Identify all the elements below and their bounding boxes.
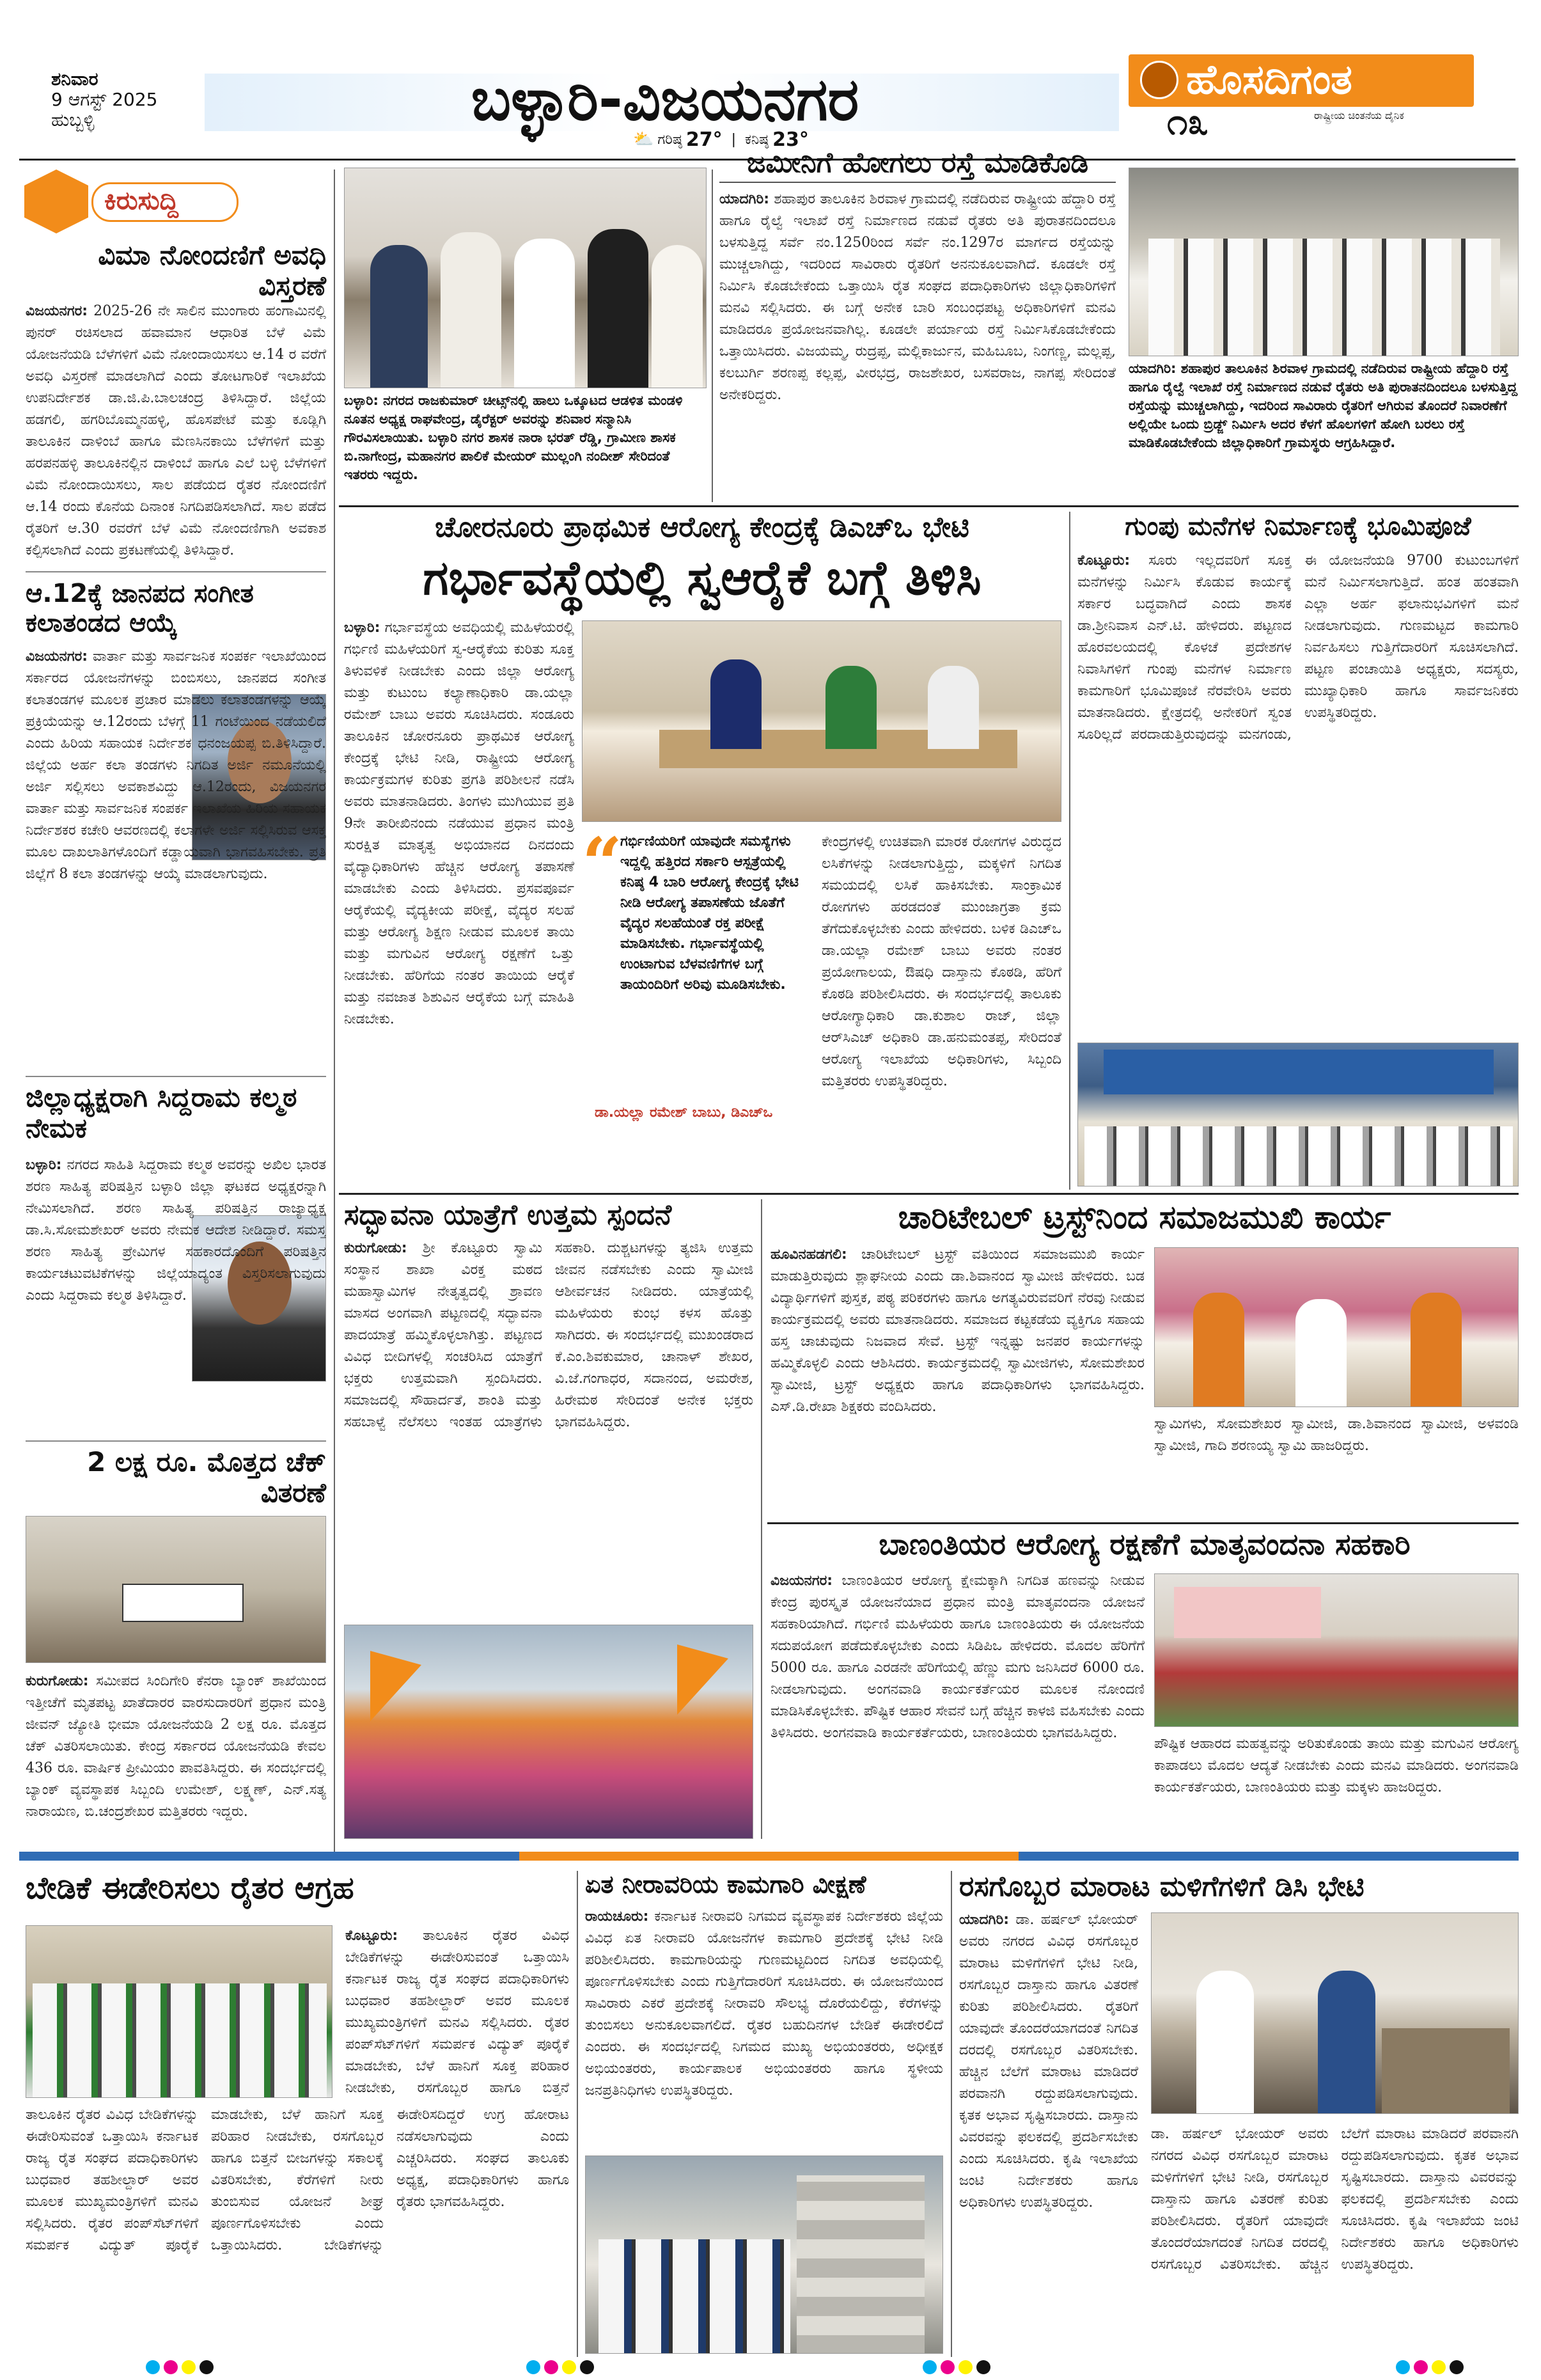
vima-dateline: ವಿಜಯನಗರ: [26, 303, 88, 319]
lead-body-1: ಗರ್ಭಾವಸ್ಥೆಯ ಅವಧಿಯಲ್ಲಿ ಮಹಿಳೆಯರಲ್ಲಿ ಗರ್ಭಿಣಿ ಮಹಿಳೆಯರಿಗೆ ಸ್ವ-ಆರೈಕೆಯ ಕುರಿತು ಸೂಕ್ತ ತಿಳುವಳಿಕೆ ನೀಡಬೇಕು ಎಂದು ಜಿಲ್ಲಾ ಆರೋಗ್ಯ ಮತ್ತು ಕುಟುಂಬ ಕಲ್ಯಾಣಾಧಿಕಾರಿ ಡಾ.ಯಲ್ಲಾ ರಮೇಶ್ ಬಾಬು ಅವರು ಸೂಚಿಸಿದರು. ಸಂಡೂರು ತಾಲೂಕಿನ ಚೋರನೂರು ಪ್ರಾಥಮಿಕ ಆರೋಗ್ಯ ಕೇಂದ್ರಕ್ಕೆ ಭೇಟಿ ನೀಡಿ, ರಾಷ್ಟ್ರೀಯ ಆರೋಗ್ಯ ಕಾರ್ಯಕ್ರಮಗಳ ಕುರಿತು ಪ್ರಗತಿ ಪರಿಶೀಲನೆ ನಡೆಸಿ ಅವರು ಮಾತನಾಡಿದರು. ತಿಂಗಳು ಮುಗಿಯುವ ಪ್ರತಿ 9ನೇ ತಾರೀಖಿನಂದು ನಡೆಯುವ ಪ್ರಧಾನ ಮಂತ್ರಿ ಸುರಕ್ಷಿತ ಮಾತೃತ್ವ ಅಭಿಯಾನದ ದಿನದಂದು ವೈದ್ಯಾಧಿಕಾರಿಗಳು ಹೆಚ್ಚಿನ ಆರೋಗ್ಯ ತಪಾಸಣೆ ಮಾಡಬೇಕು ಎಂದು ತಿಳಿಸಿದರು. ಪ್ರಸವಪೂರ್ವ ಆರೈಕೆಯಲ್ಲಿ ವೈದ್ಯಕೀಯ ಪರೀಕ್ಷೆ, ವೈದ್ಯರ ಸಲಹೆ ಮತ್ತು ಆರೋಗ್ಯ ಶಿಕ್ಷಣ ನೀಡುವ ಮೂಲಕ ತಾಯಿ ಮತ್ತು ಮಗುವಿನ ಆರೋಗ್ಯ ರಕ್ಷಣೆಗೆ ಒತ್ತು ನೀಡಬೇಕು. ಹೆರಿಗೆಯ ನಂತರ ತಾಯಿಯ ಆರೈಕೆ ಮತ್ತು ನವಜಾತ ಶಿಶುವಿನ ಆರೈಕೆಯ ಬಗ್ಗೆ ಮಾಹಿತಿ ನೀಡಬೇಕು. [344, 620, 574, 1027]
temp-max-label: ಗರಿಷ್ಠ [657, 131, 682, 148]
column-rule [951, 1871, 952, 2357]
rasagobbara-headline: ರಸಗೊಬ್ಬರ ಮಾರಾಟ ಮಳಿಗೆಗಳಿಗೆ ಡಿಸಿ ಭೇಟಿ [959, 1870, 1365, 1903]
gumpu-body: ಸೂರು ಇಲ್ಲದವರಿಗೆ ಸೂಕ್ತ ಮನೆಗಳನ್ನು ನಿರ್ಮಿಸಿ ಕೊಡುವ ಕಾರ್ಯಕ್ಕೆ ಸರ್ಕಾರ ಬದ್ಧವಾಗಿದೆ ಎಂದು ಶಾಸಕ ಡಾ.ಶ್ರೀನಿವಾಸ ಎನ್.ಟಿ. ಹೇಳಿದರು. ಪಟ್ಟಣದ ಹೊರವಲಯದಲ್ಲಿ ಕೊಳಚೆ ಪ್ರದೇಶಗಳ ನಿವಾಸಿಗಳಿಗೆ ಗುಂಪು ಮನೆಗಳ ನಿರ್ಮಾಣ ಕಾಮಗಾರಿಗೆ ಭೂಮಿಪೂಜೆ ನೆರವೇರಿಸಿ ಅವರು ಮಾತನಾಡಿದರು. ಕ್ಷೇತ್ರದಲ್ಲಿ ಅನೇಕರಿಗೆ ಸ್ವಂತ ಸೂರಿಲ್ಲದೆ ಪರದಾಡುತ್ತಿರುವುದನ್ನು ಮನಗಂಡು, ಈ ಯೋಜನೆಯಡಿ 9700 ಕುಟುಂಬಗಳಿಗೆ ಮನೆ ನಿರ್ಮಿಸಲಾಗುತ್ತಿದೆ. ಹಂತ ಹಂತವಾಗಿ ಎಲ್ಲಾ ಅರ್ಹ ಫಲಾನುಭವಿಗಳಿಗೆ ಮನೆ ನೀಡಲಾಗುವುದು. ಗುಣಮಟ್ಟದ ಕಾಮಗಾರಿ ನಿರ್ವಹಿಸಲು ಗುತ್ತಿಗೆದಾರರಿಗೆ ಸೂಚಿಸಲಾಗಿದೆ. ಪಟ್ಟಣ ಪಂಚಾಯಿತಿ ಅಧ್ಯಕ್ಷರು, ಸದಸ್ಯರು, ಮುಖ್ಯಾಧಿಕಾರಿ ಹಾಗೂ ಸಾರ್ವಜನಿಕರು ಉಪಸ್ಥಿತರಿದ್ದರು. [1077, 553, 1519, 743]
logo-emblem-icon [1140, 61, 1178, 99]
jilladhyaksha-headline: ಜಿಲ್ಲಾಧ್ಯಕ್ಷರಾಗಿ ಸಿದ್ದರಾಮ ಕಲ್ಮಠ ನೇಮಕ [26, 1082, 297, 1144]
janapada-body: ವಾರ್ತಾ ಮತ್ತು ಸಾರ್ವಜನಿಕ ಸಂಪರ್ಕ ಇಲಾಖೆಯಿಂದ ಸರ್ಕಾರದ ಯೋಜನೆಗಳನ್ನು ಬಿಂಬಿಸಲು, ಜಾನಪದ ಸಂಗೀತ ಕಲಾತಂಡಗಳ ಮೂಲಕ ಪ್ರಚಾರ ಮಾಡಲು ಕಲಾತಂಡಗಳನ್ನು ಆಯ್ಕೆ ಪ್ರಕ್ರಿಯೆಯನ್ನು ಆ.12ರಂದು ಬೆಳಗ್ಗೆ 11 ಗಂಟೆಯಿಂದ ನಡೆಯಲಿದೆ ಎಂದು ಹಿರಿಯ ಸಹಾಯಕ ನಿರ್ದೇಶಕ ಧನಂಜಯಪ್ಪ ಬಿ.ತಿಳಿಸಿದ್ದಾರೆ. ಜಿಲ್ಲೆಯ ಅರ್ಹ ಕಲಾ ತಂಡಗಳು ನಿಗದಿತ ಅರ್ಜಿ ನಮೂನೆಯಲ್ಲಿ ಅರ್ಜಿ ಸಲ್ಲಿಸಲು ಅವಕಾಶವಿದ್ದು ಆ.12ರಂದು, ವಿಜಯನಗರ ವಾರ್ತಾ ಮತ್ತು ಸಾರ್ವಜನಿಕ ಸಂಪರ್ಕ ಇಲಾಖೆಯ ಹಿರಿಯ ಸಹಾಯಕ ನಿರ್ದೇಶಕರ ಕಚೇರಿ ಆವರಣದಲ್ಲಿ ಕಲಾಗಳೇ ಅರ್ಜಿ ಸಲ್ಲಿಸಿರುವ ಆಸಕ್ತ ಮೂಲ ದಾಖಲಾತಿಗಳೊಂದಿಗೆ ಕಡ್ಡಾಯವಾಗಿ ಭಾಗವಹಿಸಬೇಕು. ಪ್ರತಿ ಜಿಲ್ಲೆಗೆ 8 ಕಲಾ ತಂಡಗಳನ್ನು ಆಯ್ಕೆ ಮಾಡಲಾಗುವುದು. [26, 649, 326, 882]
sadbhavana-dateline: ಕುರುಗೋಡು: [344, 1240, 407, 1256]
lead-article-col1 [344, 617, 574, 1180]
dairy-photo-caption: ಬಳ್ಳಾರಿ: ನಗರದ ರಾಜಕುಮಾರ್ ಚೀಟ್ಸ್‌ನಲ್ಲಿ ಹಾಲು ಒಕ್ಕೂಟದ ಆಡಳಿತ ಮಂಡಳಿ ನೂತನ ಅಧ್ಯಕ್ಷ ರಾಘವೇಂದ್ರ, ಡೈರೆಕ್ಟರ್ ಅವರನ್ನು ಶನಿವಾರ ಸನ್ಮಾನಿಸಿ ಗೌರವಿಸಲಾಯಿತು. ಬಳ್ಳಾರಿ ನಗರ ಶಾಸಕ ನಾರಾ ಭರತ್ ರೆಡ್ಡಿ, ಗ್ರಾಮೀಣ ಶಾಸಕ ಬಿ.ನಾಗೇಂದ್ರ, ಮಹಾನಗರ ಪಾಲಿಕೆ ಮೇಯರ್ ಮುಲ್ಲಂಗಿ ನಂದೀಶ್ ಸೇರಿದಂತೆ ಇತರರು ಇದ್ದರು. [344, 393, 683, 482]
column-rule [761, 1199, 762, 1839]
jilladhyaksha-dateline: ಬಳ್ಳಾರಿ: [26, 1157, 62, 1173]
eta-body: ಕರ್ನಾಟಕ ನೀರಾವರಿ ನಿಗಮದ ವ್ಯವಸ್ಥಾಪಕ ನಿರ್ದೇಶಕರು ಜಿಲ್ಲೆಯ ವಿವಿಧ ಏತ ನೀರಾವರಿ ಯೋಜನೆಗಳ ಕಾಮಗಾರಿ ಪ್ರದೇಶಕ್ಕೆ ಭೇಟಿ ನೀಡಿ ಪರಿಶೀಲಿಸಿದರು. ಕಾಮಗಾರಿಯನ್ನು ಗುಣಮಟ್ಟದಿಂದ ನಿಗದಿತ ಅವಧಿಯಲ್ಲಿ ಪೂರ್ಣಗೊಳಿಸಬೇಕು ಎಂದು ಗುತ್ತಿಗೆದಾರರಿಗೆ ಸೂಚಿಸಿದರು. ಈ ಯೋಜನೆಯಿಂದ ಸಾವಿರಾರು ಎಕರೆ ಪ್ರದೇಶಕ್ಕೆ ನೀರಾವರಿ ಸೌಲಭ್ಯ ದೊರೆಯಲಿದ್ದು, ಕೆರೆಗಳನ್ನು ತುಂಬಿಸಲು ಅನುಕೂಲವಾಗಲಿದೆ. ರೈತರ ಬಹುದಿನಗಳ ಬೇಡಿಕೆ ಈಡೇರಲಿದೆ ಎಂದರು. ಈ ಸಂದರ್ಭದಲ್ಲಿ ನಿಗಮದ ಮುಖ್ಯ ಅಭಿಯಂತರರು, ಅಧೀಕ್ಷಕ ಅಭಿಯಂತರರು, ಕಾರ್ಯಪಾಲಕ ಅಭಿಯಂತರರು ಹಾಗೂ ಸ್ಥಳೀಯ ಜನಪ್ರತಿನಿಧಿಗಳು ಉಪಸ್ಥಿತರಿದ್ದರು. [585, 1909, 943, 2099]
paper-name: ಹೊಸದಿಗಂತ [1186, 56, 1352, 104]
flag [370, 1651, 421, 1721]
jamin-dateline: ಯಾದಗಿರಿ: [719, 191, 769, 207]
paper-logo [1129, 54, 1474, 143]
bedike-article-b [26, 2104, 569, 2354]
dateline-block [51, 69, 198, 130]
cmyk-marks [144, 2360, 215, 2377]
stage-banner [1104, 1050, 1494, 1094]
figure [370, 245, 428, 388]
charitable-dateline: ಹೂವಿನಹಡಗಲಿ: [770, 1247, 847, 1263]
banantiyara-article [770, 1570, 1145, 1839]
weather-divider: | [731, 131, 737, 148]
section-rule [339, 1193, 1519, 1195]
dairy-felicitation-photo [344, 168, 707, 388]
issue-date: 9 ಆಗಸ್ಟ್ 2025 [51, 89, 158, 110]
crowd [33, 1983, 327, 2098]
band-orange [519, 1852, 1019, 1861]
divider [26, 1440, 326, 1442]
lead-dateline: ಬಳ್ಳಾರಿ: [344, 620, 380, 636]
column-rule [334, 169, 335, 1852]
rasagobbara-article-b [1151, 2124, 1519, 2354]
bedike-body-continued: ತಾಲೂಕಿನ ರೈತರ ವಿವಿಧ ಬೇಡಿಕೆಗಳನ್ನು ಈಡೇರಿಸುವಂತೆ ಒತ್ತಾಯಿಸಿ ಕರ್ನಾಟಕ ರಾಜ್ಯ ರೈತ ಸಂಘದ ಪದಾಧಿಕಾರಿಗಳು ಬುಧವಾರ ತಹಶೀಲ್ದಾರ್ ಅವರ ಮೂಲಕ ಮುಖ್ಯಮಂತ್ರಿಗಳಿಗೆ ಮನವಿ ಸಲ್ಲಿಸಿದರು. ರೈತರ ಪಂಪ್‌ಸೆಟ್‌ಗಳಿಗೆ ಸಮರ್ಪಕ ವಿದ್ಯುತ್ ಪೂರೈಕೆ ಮಾಡಬೇಕು, ಬೆಳೆ ಹಾನಿಗೆ ಸೂಕ್ತ ಪರಿಹಾರ ನೀಡಬೇಕು, ರಸಗೊಬ್ಬರ ಹಾಗೂ ಬಿತ್ತನೆ ಬೀಜಗಳನ್ನು ಸಕಾಲಕ್ಕೆ ವಿತರಿಸಬೇಕು, ಕೆರೆಗಳಿಗೆ ನೀರು ತುಂಬಿಸುವ ಯೋಜನೆ ಶೀಘ್ರ ಪೂರ್ಣಗೊಳಿಸಬೇಕು ಎಂದು ಒತ್ತಾಯಿಸಿದರು. ಬೇಡಿಕೆಗಳನ್ನು ಈಡೇರಿಸದಿದ್ದರೆ ಉಗ್ರ ಹೋರಾಟ ನಡೆಸಲಾಗುವುದು ಎಂದು ಎಚ್ಚರಿಸಿದರು. ಸಂಘದ ತಾಲೂಕು ಅಧ್ಯಕ್ಷ, ಪದಾಧಿಕಾರಿಗಳು ಹಾಗೂ ರೈತರು ಭಾಗವಹಿಸಿದ್ದರು. [26, 2107, 569, 2253]
jamin-article [719, 189, 1116, 502]
cheque-body: ಸಮೀಪದ ಸಿಂದಿಗೇರಿ ಕೆನರಾ ಬ್ಯಾಂಕ್ ಶಾಖೆಯಿಂದ ಇತ್ತೀಚೆಗೆ ಮೃತಪಟ್ಟ ಖಾತೆದಾರರ ವಾರಸುದಾರರಿಗೆ ಪ್ರಧಾನ ಮಂತ್ರಿ ಜೀವನ್ ಜ್ಯೋತಿ ಭೀಮಾ ಯೋಜನೆಯಡಿ 2 ಲಕ್ಷ ರೂ. ಮೊತ್ತದ ಚೆಕ್ ವಿತರಿಸಲಾಯಿತು. ಕೇಂದ್ರ ಸರ್ಕಾರದ ಯೋಜನೆಯಡಿ ಕೇವಲ 436 ರೂ. ವಾರ್ಷಿಕ ಪ್ರೀಮಿಯಂ ಪಾವತಿಸಿದ್ದರು. ಈ ಸಂದರ್ಭದಲ್ಲಿ ಬ್ಯಾಂಕ್ ವ್ಯವಸ್ಥಾಪಕ ಸಿಬ್ಬಂದಿ ಉಮೇಶ್, ಲಕ್ಷ್ಮಣ್, ಎನ್.ಸತ್ಯ ನಾರಾಯಣ, ಬಿ.ಚಂದ್ರಶೇಖರ ಮತ್ತಿತರರು ಇದ್ದರು. [26, 1673, 326, 1820]
bedike-article-a [345, 1925, 569, 2098]
lead-pullquote [582, 822, 812, 1170]
raitha-photo [26, 1925, 332, 2098]
flag [677, 1644, 728, 1715]
charitable-caption: ಸ್ವಾಮಿಗಳು, ಸೋಮಶೇಖರ ಸ್ವಾಮೀಜಿ, ಡಾ.ಶಿವಾನಂದ ಸ್ವಾಮೀಜಿ, ಅಳವಂಡಿ ಸ್ವಾಮೀಜಿ, ಗಾದಿ ಶರಣಯ್ಯ ಸ್ವಾಮಿ ಹಾಜರಿದ್ದರು. [1154, 1416, 1519, 1454]
eta-headline: ಏತ ನೀರಾವರಿಯ ಕಾಮಗಾರಿ ವೀಕ್ಷಣೆ [585, 1870, 866, 1898]
lead-body-2: ಕೇಂದ್ರಗಳಲ್ಲಿ ಉಚಿತವಾಗಿ ಮಾರಕ ರೋಗಗಳ ವಿರುದ್ಧದ ಲಸಿಕೆಗಳನ್ನು ನೀಡಲಾಗುತ್ತಿದ್ದು, ಮಕ್ಕಳಿಗೆ ನಿಗದಿತ ಸಮಯದಲ್ಲಿ ಲಸಿಕೆ ಹಾಕಿಸಬೇಕು. ಸಾಂಕ್ರಾಮಿಕ ರೋಗಗಳು ಹರಡದಂತೆ ಮುಂಜಾಗ್ರತಾ ಕ್ರಮ ತೆಗೆದುಕೊಳ್ಳಬೇಕು ಎಂದು ಹೇಳಿದರು. ಬಳಿಕ ಡಿಎಚ್ಒ ಡಾ.ಯಲ್ಲಾ ರಮೇಶ್ ಬಾಬು ಅವರು ನಂತರ ಪ್ರಯೋಗಾಲಯ, ಔಷಧಿ ದಾಸ್ತಾನು ಕೊಠಡಿ, ಹೆರಿಗೆ ಕೊಠಡಿ ಪರಿಶೀಲಿಸಿದರು. ಈ ಸಂದರ್ಭದಲ್ಲಿ ತಾಲೂಕು ಆರೋಗ್ಯಾಧಿಕಾರಿ ಡಾ.ಕುಶಾಲ ರಾಜ್, ಜಿಲ್ಲಾ ಆರ್‌ಸಿಎಚ್ ಅಧಿಕಾರಿ ಡಾ.ಹನುಮಂತಪ್ಪ, ಸೇರಿದಂತೆ ಆರೋಗ್ಯ ಇಲಾಖೆಯ ಅಧಿಕಾರಿಗಳು, ಸಿಬ್ಬಂದಿ ಮತ್ತಿತರರು ಉಪಸ್ಥಿತರಿದ್ದರು. [822, 834, 1061, 1089]
crowd [1148, 239, 1500, 356]
gumpu-dateline: ಕೊಟ್ಟೂರು: [1077, 553, 1130, 569]
temp-min-label: ಕನಿಷ್ಠ [745, 131, 769, 148]
paper-tagline: ರಾಷ್ಟ್ರೀಯ ಚಿಂತನೆಯ ದೈನಿಕ [1314, 109, 1404, 122]
lead-kicker: ಚೋರನೂರು ಪ್ರಾಥಮಿಕ ಆರೋಗ್ಯ ಕೇಂದ್ರಕ್ಕೆ ಡಿಎಚ್ಒ ಭೇಟಿ [435, 511, 969, 544]
issue-city: ಹುಬ್ಬಳ್ಳಿ [51, 109, 95, 130]
bedike-headline: ಬೇಡಿಕೆ ಈಡೇರಿಸಲು ರೈತರ ಆಗ್ರಹ [26, 1870, 354, 1906]
charitable-article [770, 1244, 1145, 1513]
registration-marks [0, 2360, 1541, 2379]
cheque-headline: 2 ಲಕ್ಷ ರೂ. ಮೊತ್ತದ ಚೆಕ್ ವಿತರಣೆ [87, 1446, 326, 1509]
color-band [19, 1852, 1519, 1861]
figure [514, 239, 575, 388]
janapada-dateline: ವಿಜಯನಗರ: [26, 649, 88, 665]
janapada-article [26, 646, 326, 1068]
charitable-photo [1154, 1247, 1519, 1407]
counter [1382, 2028, 1510, 2114]
banantiyara-headline: ಬಾಣಂತಿಯರ ಆರೋಗ್ಯ ರಕ್ಷಣೆಗೆ ಮಾತೃವಂದನಾ ಸಹಕಾರಿ [879, 1527, 1411, 1561]
vima-body: 2025-26 ನೇ ಸಾಲಿನ ಮುಂಗಾರು ಹಂಗಾಮಿನಲ್ಲಿ ಪುನರ್ ರಚಿಸಲಾದ ಹವಾಮಾನ ಆಧಾರಿತ ಬೆಳೆ ವಿಮೆ ಯೋಜನೆಯಡಿ ಬೆಳೆಗಳಿಗೆ ವಿಮೆ ನೋಂದಾಯಿಸಲು ಆ.14 ರ ವರೆಗೆ ಅವಧಿ ವಿಸ್ತರಣೆ ಮಾಡಲಾಗಿದೆ ಎಂದು ತೋಟಗಾರಿಕೆ ಇಲಾಖೆಯ ಉಪನಿರ್ದೇಶಕ ಡಾ.ಜಿ.ಪಿ.ಬಾಲಚಂದ್ರ ತಿಳಿಸಿದ್ದಾರೆ. ಜಿಲ್ಲೆಯ ಹಡಗಲಿ, ಹಗರಿಬೊಮ್ಮನಹಳ್ಳಿ, ಹೊಸಪೇಟೆ ಮತ್ತು ಕೂಡ್ಲಿಗಿ ತಾಲೂಕಿನ ದಾಳಿಂಬೆ ಹಾಗೂ ಮೆಣಸಿನಕಾಯಿ ಬೆಳೆಗಳಿಗೆ ಮತ್ತು ಹರಪನಹಳ್ಳಿ ತಾಲೂಕಿನಲ್ಲಿನ ದಾಳಿಂಬೆ ಹಾಗೂ ಎಲೆ ಬಳ್ಳಿ ಬೆಳೆಗಳಿಗೆ ವಿಮೆ ನೋಂದಾಯಿಸಲು, ಸಾಲ ಪಡೆಯದ ರೈತರ ನೋಂದಣಿಗೆ ಆ.14 ರಂದು ಕೊನೆಯ ದಿನಾಂಕ ನಿಗದಿಪಡಿಸಲಾಗಿದೆ. ಸಾಲ ಪಡೆದ ರೈತರಿಗೆ ಆ.30 ರವರೆಗೆ ಬೆಳೆ ವಿಮೆ ನೋಂದಣಿಗಾಗಿ ಅವಕಾಶ ಕಲ್ಪಿಸಲಾಗಿದೆ ಎಂದು ಪ್ರಕಟಣೆಯಲ್ಲಿ ತಿಳಿಸಿದ್ದಾರೆ. [26, 303, 326, 558]
banantiyara-dateline: ವಿಜಯನಗರ: [770, 1573, 833, 1589]
figure [652, 245, 703, 388]
kirusuddi-header [24, 169, 325, 233]
section-rule [767, 1522, 1519, 1524]
cheque-board [122, 1584, 244, 1622]
figure [1318, 1971, 1375, 2114]
divider [719, 182, 1116, 183]
pullquote-text: ಗರ್ಭಿಣಿಯರಿಗೆ ಯಾವುದೇ ಸಮಸ್ಯೆಗಳು ಇದ್ದಲ್ಲಿ ಹತ್ತಿರದ ಸರ್ಕಾರಿ ಆಸ್ಪತ್ರೆಯಲ್ಲಿ ಕನಿಷ್ಠ 4 ಬಾರಿ ಆರೋಗ್ಯ ಕೇಂದ್ರಕ್ಕೆ ಭೇಟಿ ನೀಡಿ ಆರೋಗ್ಯ ತಪಾಸಣೆಯ ಜೊತೆಗೆ ವೈದ್ಯರ ಸಲಹೆಯಂತೆ ರಕ್ತ ಪರೀಕ್ಷೆ ಮಾಡಿಸಬೇಕು. ಗರ್ಭಾವಸ್ಥೆಯಲ್ಲಿ ಉಂಟಾಗುವ ಬೆಳವಣಿಗೆಗಳ ಬಗ್ಗೆ ತಾಯಂದಿರಿಗೆ ಅರಿವು ಮೂಡಿಸಬೇಕು. [620, 833, 799, 993]
sun-cloud-icon: ⛅ [633, 130, 654, 149]
rasagobbara-dateline: ಯಾದಗಿರಿ: [959, 1912, 1009, 1928]
cmyk-marks [1394, 2360, 1466, 2377]
rasagobbara-body-continued: ಡಾ. ಹರ್ಷಲ್ ಭೋಯರ್ ಅವರು ನಗರದ ವಿವಿಧ ರಸಗೊಬ್ಬರ ಮಾರಾಟ ಮಳಿಗೆಗಳಿಗೆ ಭೇಟಿ ನೀಡಿ, ರಸಗೊಬ್ಬರ ದಾಸ್ತಾನು ಹಾಗೂ ವಿತರಣೆ ಕುರಿತು ಪರಿಶೀಲಿಸಿದರು. ರೈತರಿಗೆ ಯಾವುದೇ ತೊಂದರೆಯಾಗದಂತೆ ನಿಗದಿತ ದರದಲ್ಲಿ ರಸಗೊಬ್ಬರ ವಿತರಿಸಬೇಕು. ಹೆಚ್ಚಿನ ಬೆಲೆಗೆ ಮಾರಾಟ ಮಾಡಿದರೆ ಪರವಾನಗಿ ರದ್ದುಪಡಿಸಲಾಗುವುದು. ಕೃತಕ ಅಭಾವ ಸೃಷ್ಟಿಸಬಾರದು. ದಾಸ್ತಾನು ವಿವರವನ್ನು ಫಲಕದಲ್ಲಿ ಪ್ರದರ್ಶಿಸಬೇಕು ಎಂದು ಸೂಚಿಸಿದರು. ಕೃಷಿ ಇಲಾಖೆಯ ಜಂಟಿ ನಿರ್ದೇಶಕರು ಹಾಗೂ ಅಧಿಕಾರಿಗಳು ಉಪಸ್ಥಿತರಿದ್ದರು. [1151, 2126, 1519, 2273]
bhoomipooja-photo [1077, 1043, 1519, 1186]
temp-min: 23° [772, 128, 809, 151]
band-blue [1019, 1852, 1519, 1861]
sadbhavana-body: ಶ್ರೀ ಕೊಟ್ಟೂರು ಸ್ವಾಮಿ ಸಂಸ್ಥಾನ ಶಾಖಾ ವಿರಕ್ತ ಮಠದ ಮಹಾಸ್ವಾಮಿಗಳ ನೇತೃತ್ವದಲ್ಲಿ ಶ್ರಾವಣ ಮಾಸದ ಅಂಗವಾಗಿ ಪಟ್ಟಣದಲ್ಲಿ ಸದ್ಭಾವನಾ ಪಾದಯಾತ್ರೆ ಹಮ್ಮಿಕೊಳ್ಳಲಾಗಿತ್ತು. ಪಟ್ಟಣದ ವಿವಿಧ ಬೀದಿಗಳಲ್ಲಿ ಸಂಚರಿಸಿದ ಯಾತ್ರೆಗೆ ಭಕ್ತರು ಉತ್ತಮವಾಗಿ ಸ್ಪಂದಿಸಿದರು. ಸಮಾಜದಲ್ಲಿ ಸೌಹಾರ್ದತೆ, ಶಾಂತಿ ಮತ್ತು ಸಹಬಾಳ್ವೆ ನೆಲೆಸಲು ಇಂತಹ ಯಾತ್ರೆಗಳು ಸಹಕಾರಿ. ದುಶ್ಚಟಗಳನ್ನು ತ್ಯಜಿಸಿ ಉತ್ತಮ ಜೀವನ ನಡೆಸಬೇಕು ಎಂದು ಸ್ವಾಮೀಜಿ ಆಶೀರ್ವಚನ ನೀಡಿದರು. ಯಾತ್ರೆಯಲ್ಲಿ ಮಹಿಳೆಯರು ಕುಂಭ ಕಳಸ ಹೊತ್ತು ಸಾಗಿದರು. ಈ ಸಂದರ್ಭದಲ್ಲಿ ಮುಖಂಡರಾದ ಕೆ.ಎಂ.ಶಿವಕುಮಾರ, ಚಾನಾಳ್ ಶೇಖರ, ವಿ.ಜೆ.ಗಂಗಾಧರ, ಸದಾನಂದ, ಅಮರೇಶ, ಹಿರೇಮಠ ಸೇರಿದಂತೆ ಅನೇಕ ಭಕ್ತರು ಭಾಗವಹಿಸಿದ್ದರು. [344, 1240, 753, 1430]
yadgir-photo-caption: ಯಾದಗಿರಿ: ಶಹಾಪುರ ತಾಲೂಕಿನ ಶಿರವಾಳ ಗ್ರಾಮದಲ್ಲಿ ನಡೆದಿರುವ ರಾಷ್ಟ್ರೀಯ ಹೆದ್ದಾರಿ ರಸ್ತೆ ಹಾಗೂ ರೈಲ್ವೆ ಇಲಾಖೆ ರಸ್ತೆ ನಿರ್ಮಾಣದ ನಡುವೆ ರೈತರು ಅತಿ ಪುರಾತನದಿಂದಲೂ ಬಳಸುತ್ತಿದ್ದ ರಸ್ತೆಯನ್ನು ಮುಚ್ಚಲಾಗಿದ್ದು, ಇದರಿಂದ ಸಾವಿರಾರು ರೈತರಿಗೆ ಆಗಿರುವ ತೊಂದರೆ ನಿವಾರಣೆಗೆ ಅಲ್ಲಿಯೇ ಒಂದು ಬ್ರಿಡ್ಜ್ ನಿರ್ಮಿಸಿ ಅದರ ಕೆಳಗೆ ಹೊಲಗಳಿಗೆ ಹೋಗಿ ಬರಲು ರಸ್ತೆ ಮಾಡಿಕೊಡಬೇಕೆಂದು ಜಿಲ್ಲಾಧಿಕಾರಿಗೆ ಗ್ರಾಮಸ್ಥರು ಆಗ್ರಹಿಸಿದ್ದಾರೆ. [1129, 361, 1518, 450]
crowd [598, 2239, 790, 2354]
cmyk-marks [524, 2360, 596, 2377]
dc-visit-photo [1151, 1912, 1519, 2114]
dho-meeting-photo [582, 620, 1061, 822]
charitable-headline: ಚಾರಿಟೇಬಲ್ ಟ್ರಸ್ಟ್‌ನಿಂದ ಸಮಾಜಮುಖಿ ಕಾರ್ಯ [898, 1199, 1391, 1236]
issue-day: ಶನಿವಾರ [51, 68, 98, 90]
gumpu-headline: ಗುಂಪು ಮನೆಗಳ ನಿರ್ಮಾಣಕ್ಕೆ ಭೂಮಿಪೂಜೆ [1125, 512, 1471, 541]
figure [928, 666, 979, 749]
figure [1193, 1293, 1244, 1407]
cmyk-marks [921, 2360, 992, 2377]
figure [441, 232, 501, 388]
sadbhavana-article [344, 1238, 753, 1615]
eta-article [585, 1906, 943, 2149]
temp-max: 27° [685, 128, 723, 151]
bedike-dateline: ಕೊಟ್ಟೂರು: [345, 1928, 398, 1944]
crowd [1084, 1126, 1513, 1186]
figure [1411, 1293, 1462, 1407]
vima-headline: ವಿಮಾ ನೋಂದಣಿಗೆ ಅವಧಿ ವಿಸ್ತರಣೆ [98, 239, 326, 302]
yadgir-road-photo [1129, 168, 1519, 356]
banantiyara-photo [1154, 1573, 1519, 1727]
rasagobbara-body: ಡಾ. ಹರ್ಷಲ್ ಭೋಯರ್ ಅವರು ನಗರದ ವಿವಿಧ ರಸಗೊಬ್ಬರ ಮಾರಾಟ ಮಳಿಗೆಗಳಿಗೆ ಭೇಟಿ ನೀಡಿ, ರಸಗೊಬ್ಬರ ದಾಸ್ತಾನು ಹಾಗೂ ವಿತರಣೆ ಕುರಿತು ಪರಿಶೀಲಿಸಿದರು. ರೈತರಿಗೆ ಯಾವುದೇ ತೊಂದರೆಯಾಗದಂತೆ ನಿಗದಿತ ದರದಲ್ಲಿ ರಸಗೊಬ್ಬರ ವಿತರಿಸಬೇಕು. ಹೆಚ್ಚಿನ ಬೆಲೆಗೆ ಮಾರಾಟ ಮಾಡಿದರೆ ಪರವಾನಗಿ ರದ್ದುಪಡಿಸಲಾಗುವುದು. ಕೃತಕ ಅಭಾವ ಸೃಷ್ಟಿಸಬಾರದು. ದಾಸ್ತಾನು ವಿವರವನ್ನು ಫಲಕದಲ್ಲಿ ಪ್ರದರ್ಶಿಸಬೇಕು ಎಂದು ಸೂಚಿಸಿದರು. ಕೃಷಿ ಇಲಾಖೆಯ ಜಂಟಿ ನಿರ್ದೇಶಕರು ಹಾಗೂ ಅಧಿಕಾರಿಗಳು ಉಪಸ್ಥಿತರಿದ್ದರು. [959, 1912, 1138, 2211]
hand-emblem-icon [24, 169, 88, 233]
column-rule [712, 169, 713, 502]
vima-article [26, 301, 326, 569]
sadbhavana-headline: ಸದ್ಭಾವನಾ ಯಾತ್ರೆಗೆ ಉತ್ತಮ ಸ್ಪಂದನೆ [344, 1199, 672, 1231]
eta-dateline: ರಾಯಚೂರು: [585, 1909, 649, 1925]
masthead [0, 0, 1541, 160]
lead-article-col3 [822, 831, 1061, 1180]
banantiyara-body: ಬಾಣಂತಿಯರ ಆರೋಗ್ಯ ಕ್ಷೇಮಕ್ಕಾಗಿ ನಿಗದಿತ ಹಣವನ್ನು ನೀಡುವ ಕೇಂದ್ರ ಪುರಸ್ಕೃತ ಯೋಜನೆಯಾದ ಪ್ರಧಾನ ಮಂತ್ರಿ ಮಾತೃವಂದನಾ ಯೋಜನೆ ಸಹಕಾರಿಯಾಗಿದೆ. ಗರ್ಭಿಣಿ ಮಹಿಳೆಯರು ಹಾಗೂ ಬಾಣಂತಿಯರು ಈ ಯೋಜನೆಯ ಸದುಪಯೋಗ ಪಡೆದುಕೊಳ್ಳಬೇಕು ಎಂದು ಸಿಡಿಪಿಒ ಹೇಳಿದರು. ಮೊದಲ ಹೆರಿಗೆಗೆ 5000 ರೂ. ಹಾಗೂ ಎರಡನೇ ಹೆರಿಗೆಯಲ್ಲಿ ಹೆಣ್ಣು ಮಗು ಜನಿಸಿದರೆ 6000 ರೂ. ನೀಡಲಾಗುವುದು. ಅಂಗನವಾಡಿ ಕಾರ್ಯಕರ್ತೆಯರ ಮೂಲಕ ನೋಂದಣಿ ಮಾಡಿಸಿಕೊಳ್ಳಬೇಕು. ಪೌಷ್ಟಿಕ ಆಹಾರ ಸೇವನೆ ಬಗ್ಗೆ ಹೆಚ್ಚಿನ ಕಾಳಜಿ ವಹಿಸಬೇಕು ಎಂದು ತಿಳಿಸಿದರು. ಅಂಗನವಾಡಿ ಕಾರ್ಯಕರ್ತೆಯರು, ಬಾಣಂತಿಯರು ಭಾಗವಹಿಸಿದ್ದರು. [770, 1573, 1145, 1741]
figure [1295, 1299, 1347, 1407]
gumpu-article [1077, 550, 1519, 1036]
divider [26, 1076, 326, 1077]
figure [1196, 1971, 1254, 2114]
building [797, 2175, 925, 2354]
pullquote-byline: ಡಾ.ಯಲ್ಲಾ ರಮೇಶ್ ಬಾಬು, ಡಿಎಚ್ಒ [595, 1105, 773, 1121]
quote-icon: “ [582, 822, 623, 904]
page-number: ೧೩ [1167, 100, 1209, 143]
lead-headline: ಗರ್ಭಾವಸ್ಥೆಯಲ್ಲಿ ಸ್ವಆರೈಕೆ ಬಗ್ಗೆ ತಿಳಿಸಿ [423, 551, 982, 606]
figure [588, 229, 648, 388]
figure [710, 659, 762, 749]
banantiyara-caption: ಪೌಷ್ಟಿಕ ಆಹಾರದ ಮಹತ್ವವನ್ನು ಅರಿತುಕೊಂಡು ತಾಯಿ ಮತ್ತು ಮಗುವಿನ ಆರೋಗ್ಯ ಕಾಪಾಡಲು ಮೊದಲ ಆದ್ಯತೆ ನೀಡಬೇಕು ಎಂದು ಮನವಿ ಮಾಡಿದರು. ಅಂಗನವಾಡಿ ಕಾರ್ಯಕರ್ತೆಯರು, ಬಾಣಂತಿಯರು ಮತ್ತು ಮಕ್ಕಳು ಹಾಜರಿದ್ದರು. [1154, 1736, 1519, 1795]
cheque-photo [26, 1516, 326, 1663]
kirusuddi-label: ಕಿರುಸುದ್ದಿ [104, 186, 179, 216]
jilladhyaksha-body: ನಗರದ ಸಾಹಿತಿ ಸಿದ್ದರಾಮ ಕಲ್ಮಠ ಅವರನ್ನು ಅಖಿಲ ಭಾರತ ಶರಣ ಸಾಹಿತ್ಯ ಪರಿಷತ್ತಿನ ಬಳ್ಳಾರಿ ಜಿಲ್ಲಾ ಘಟಕದ ಅಧ್ಯಕ್ಷರನ್ನಾಗಿ ನೇಮಿಸಲಾಗಿದೆ. ಶರಣ ಸಾಹಿತ್ಯ ಪರಿಷತ್ತಿನ ರಾಜ್ಯಾಧ್ಯಕ್ಷ ಡಾ.ಸಿ.ಸೋಮಶೇಖರ್ ಅವರು ನೇಮಕ ಆದೇಶ ನೀಡಿದ್ದಾರೆ. ಸಮಸ್ತ ಶರಣ ಸಾಹಿತ್ಯ ಪ್ರೇಮಿಗಳ ಸಹಕಾರದೊಂದಿಗೆ ಪರಿಷತ್ತಿನ ಕಾರ್ಯಚಟುವಟಿಕೆಗಳನ್ನು ಜಿಲ್ಲೆಯಾದ್ಯಂತ ವಿಸ್ತರಿಸಲಾಗುವುದು ಎಂದು ಸಿದ್ದರಾಮ ಕಲ್ಮಠ ತಿಳಿಸಿದ್ದಾರೆ. [26, 1157, 326, 1304]
cheque-dateline: ಕುರುಗೋಡು: [26, 1673, 89, 1689]
band-blue [19, 1852, 519, 1861]
jamin-body: ಶಹಾಪುರ ತಾಲೂಕಿನ ಶಿರವಾಳ ಗ್ರಾಮದಲ್ಲಿ ನಡೆದಿರುವ ರಾಷ್ಟ್ರೀಯ ಹೆದ್ದಾರಿ ರಸ್ತೆ ಹಾಗೂ ರೈಲ್ವೆ ಇಲಾಖೆ ರಸ್ತೆ ನಿರ್ಮಾಣದ ನಡುವೆ ರೈತರು ಅತಿ ಪುರಾತನದಿಂದಲೂ ಬಳಸುತ್ತಿದ್ದ ಸರ್ವೆ ನಂ.1250ರಿಂದ ಸರ್ವೆ ನಂ.1297ರ ಮಾರ್ಗದ ರಸ್ತೆಯನ್ನು ಮುಚ್ಚಲಾಗಿದ್ದು, ಇದರಿಂದ ಸಾವಿರಾರು ರೈತರಿಗೆ ಅನನುಕೂಲವಾಗಿದೆ. ಕೂಡಲೇ ರಸ್ತೆ ನಿರ್ಮಿಸಿ ಕೊಡಬೇಕೆಂದು ಒತ್ತಾಯಿಸಿ ರೈತ ಸಂಘದ ಪದಾಧಿಕಾರಿಗಳು ಜಿಲ್ಲಾಧಿಕಾರಿಗಳಿಗೆ ಮನವಿ ಸಲ್ಲಿಸಿದರು. ಈ ಬಗ್ಗೆ ಅನೇಕ ಬಾರಿ ಸಂಬಂಧಪಟ್ಟ ಅಧಿಕಾರಿಗಳಿಗೆ ಮನವಿ ಮಾಡಿದರೂ ಪ್ರಯೋಜನವಾಗಿಲ್ಲ. ಕೂಡಲೇ ಪರ್ಯಾಯ ರಸ್ತೆ ನಿರ್ಮಿಸಿಕೊಡಬೇಕೆಂದು ಒತ್ತಾಯಿಸಿದರು. ವಿಜಯಮ್ಮ, ರುದ್ರಪ್ಪ, ಮಲ್ಲಿಕಾರ್ಜುನ, ಮಹಿಬೂಬ, ನಿಂಗಣ್ಣ, ಮಲ್ಲಪ್ಪ, ಕಲಬುರ್ಗಿ ಶರಣಪ್ಪ ಕಲ್ಲಪ್ಪ, ವೀರಭದ್ರ, ರಾಜಶೇಖರ, ಬಸವರಾಜ, ನಾಗಪ್ಪ ಸೇರಿದಂತೆ ಅನೇಕರಿದ್ದರು. [719, 191, 1116, 403]
jamin-headline: ಜಮೀನಿಗೆ ಹೋಗಲು ರಸ್ತೆ ಮಾಡಿಕೊಡಿ [746, 146, 1089, 179]
column-rule [1069, 512, 1070, 1190]
janapada-headline: ಆ.12ಕ್ಕೆ ಜಾನಪದ ಸಂಗೀತ ಕಲಾತಂಡದ ಆಯ್ಕೆ [26, 579, 254, 638]
sadbhavana-photo [344, 1625, 753, 1839]
charitable-body: ಚಾರಿಟೇಬಲ್ ಟ್ರಸ್ಟ್ ವತಿಯಿಂದ ಸಮಾಜಮುಖಿ ಕಾರ್ಯ ಮಾಡುತ್ತಿರುವುದು ಶ್ಲಾಘನೀಯ ಎಂದು ಡಾ.ಶಿವಾನಂದ ಸ್ವಾಮೀಜಿ ಹೇಳಿದರು. ಬಡ ವಿದ್ಯಾರ್ಥಿಗಳಿಗೆ ಪುಸ್ತಕ, ಪಠ್ಯ ಪರಿಕರಗಳು ಹಾಗೂ ಅಗತ್ಯವಿರುವವರಿಗೆ ನೆರವು ನೀಡುವ ಕಾರ್ಯಕ್ರಮದಲ್ಲಿ ಅವರು ಮಾತನಾಡಿದರು. ಸಮಾಜದ ಕಟ್ಟಕಡೆಯ ವ್ಯಕ್ತಿಗೂ ಸಹಾಯ ಹಸ್ತ ಚಾಚುವುದು ನಿಜವಾದ ಸೇವೆ. ಟ್ರಸ್ಟ್ ಇನ್ನಷ್ಟು ಜನಪರ ಕಾರ್ಯಗಳನ್ನು ಹಮ್ಮಿಕೊಳ್ಳಲಿ ಎಂದು ಆಶಿಸಿದರು. ಕಾರ್ಯಕ್ರಮದಲ್ಲಿ ಸ್ವಾಮೀಜಿಗಳು, ಸೋಮಶೇಖರ ಸ್ವಾಮೀಜಿ, ಟ್ರಸ್ಟ್ ಅಧ್ಯಕ್ಷರು ಹಾಗೂ ಪದಾಧಿಕಾರಿಗಳು ಭಾಗವಹಿಸಿದ್ದರು. ಎಸ್.ಡಿ.ರೇಖಾ ಶಿಕ್ಷಕರು ವಂದಿಸಿದರು. [770, 1247, 1145, 1415]
figure [825, 666, 877, 749]
jilladhyaksha-article [26, 1155, 326, 1436]
banner [1174, 1587, 1321, 1638]
eta-photo [585, 2155, 943, 2354]
rasagobbara-article [959, 1909, 1138, 2354]
section-title: ಬಳ್ಳಾರಿ-ವಿಜಯನಗರ [471, 65, 859, 134]
section-rule [339, 505, 1519, 507]
bedike-body: ತಾಲೂಕಿನ ರೈತರ ವಿವಿಧ ಬೇಡಿಕೆಗಳನ್ನು ಈಡೇರಿಸುವಂತೆ ಒತ್ತಾಯಿಸಿ ಕರ್ನಾಟಕ ರಾಜ್ಯ ರೈತ ಸಂಘದ ಪದಾಧಿಕಾರಿಗಳು ಬುಧವಾರ ತಹಶೀಲ್ದಾರ್ ಅವರ ಮೂಲಕ ಮುಖ್ಯಮಂತ್ರಿಗಳಿಗೆ ಮನವಿ ಸಲ್ಲಿಸಿದರು. ರೈತರ ಪಂಪ್‌ಸೆಟ್‌ಗಳಿಗೆ ಸಮರ್ಪಕ ವಿದ್ಯುತ್ ಪೂರೈಕೆ ಮಾಡಬೇಕು, ಬೆಳೆ ಹಾನಿಗೆ ಸೂಕ್ತ ಪರಿಹಾರ ನೀಡಬೇಕು, ರಸಗೊಬ್ಬರ ಹಾಗೂ ಬಿತ್ತನೆ [345, 1928, 569, 2096]
column-rule [577, 1871, 578, 2357]
cheque-article [26, 1671, 326, 1843]
divider [26, 571, 326, 572]
